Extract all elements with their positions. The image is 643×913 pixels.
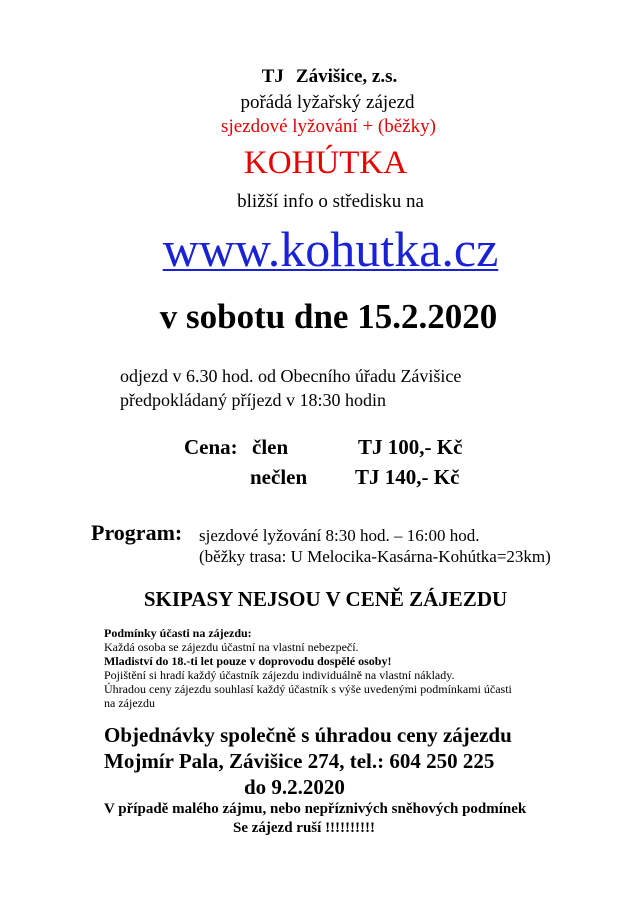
departure-line: odjezd v 6.30 hod. od Obecního úřadu Závišice — [120, 366, 462, 386]
member-label: člen — [252, 435, 289, 459]
conditions-heading: Podmínky účasti na zájezdu: — [104, 626, 252, 640]
participation-conditions — [104, 626, 524, 710]
organizer-name — [8, 66, 643, 88]
member-price: TJ 100,- Kč — [358, 435, 463, 459]
orders-line: Objednávky společně s úhradou ceny zájezdu — [104, 723, 512, 747]
resort-name: KOHÚTKA — [243, 145, 408, 181]
skipass-notice: SKIPASY NEJSOU V CENĚ ZÁJEZDU — [143, 587, 508, 611]
website-link-text[interactable]: www.kohutka.cz — [162, 221, 499, 277]
orders-deadline: do 9.2.2020 — [244, 775, 345, 799]
nonmember-label: nečlen — [250, 465, 308, 489]
info-text: bližší info o středisku na — [237, 191, 424, 212]
cancellation-condition: V případě malého zájmu, nebo nepříznivých sněhových podmínek — [104, 801, 527, 817]
program-label: Program: — [91, 520, 183, 545]
organizer-abbrev: TJ — [261, 66, 284, 87]
program-downhill: sjezdové lyžování 8:30 hod. – 16:00 hod. — [199, 526, 480, 545]
announcement-line: pořádá lyžařský zájezd — [240, 92, 415, 113]
cancellation-note — [104, 800, 526, 838]
activities-line: sjezdové lyžování + (běžky) — [221, 116, 436, 137]
orders-info — [104, 722, 512, 800]
event-date: v sobotu dne 15.2.2020 — [159, 297, 498, 336]
conditions-line-consent: Úhradou ceny zájezdu souhlasí každý účastník s výše uvedenými podmínkami účasti na zájezdu — [104, 682, 512, 710]
organizer-full: Závišice, z.s. — [295, 66, 398, 87]
arrival-line: předpokládaný příjezd v 18:30 hodin — [120, 390, 386, 410]
price-label: Cena: — [184, 435, 238, 459]
price-member-row — [184, 435, 524, 461]
price-nonmember-row — [184, 465, 524, 491]
conditions-line-risk: Každá osoba se zájezdu účastní na vlastní nebezpečí. — [104, 640, 359, 654]
departure-info — [120, 364, 461, 412]
conditions-line-minors: Mladiství do 18.-ti let pouze v doprovodu dospělé osoby! — [104, 654, 392, 668]
website-link[interactable] — [9, 220, 643, 278]
orders-contact: Mojmír Pala, Závišice 274, tel.: 604 250 225 — [104, 749, 495, 773]
cancellation-statement: Se zájezd ruší !!!!!!!!!! — [233, 820, 376, 836]
conditions-line-insurance: Pojištění si hradí každý účastník zájezdu individuálně na vlastní náklady. — [104, 668, 455, 682]
program-crosscountry: (běžky trasa: U Melocika-Kasárna-Kohútka=23km) — [199, 547, 551, 566]
nonmember-price: TJ 140,- Kč — [355, 465, 460, 489]
